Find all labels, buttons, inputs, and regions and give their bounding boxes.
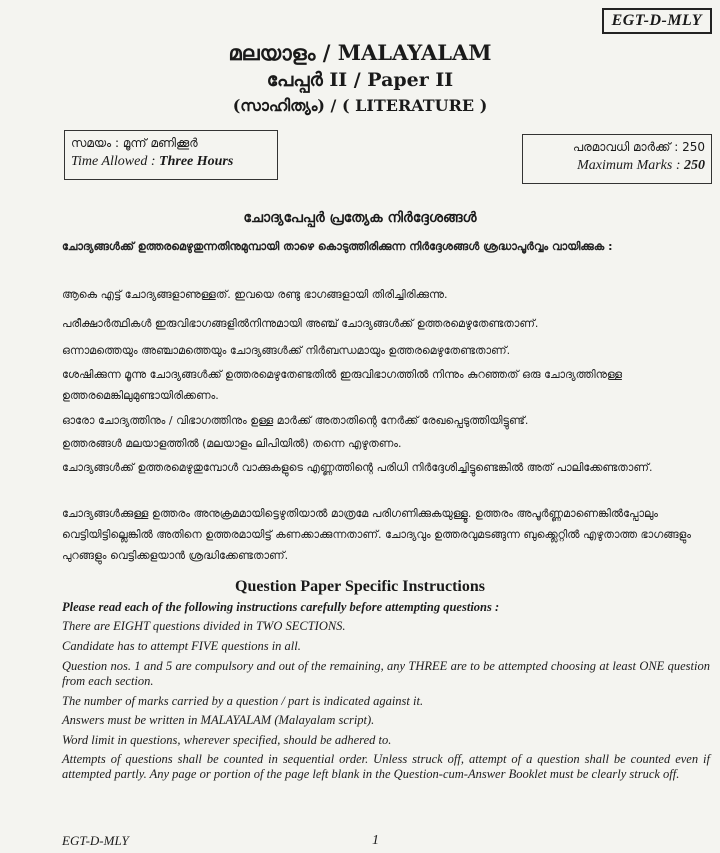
page-number: 1 <box>372 833 379 848</box>
en-instructions-heading: Question Paper Specific Instructions <box>235 578 485 595</box>
en-instruction-item: There are EIGHT questions divided in TWO SECTIONS. <box>62 619 346 633</box>
page-title: മലയാളം / MALAYALAM <box>228 40 492 65</box>
en-instruction-item: Candidate has to attempt FIVE questions in all. <box>62 639 301 653</box>
ml-instructions-intro: ചോദ്യങ്ങൾക്ക് ഉത്തരമെഴുതുന്നതിനുമുമ്പായി താഴെ കൊടുത്തിരിക്കുന്ന നിർദ്ദേശങ്ങൾ ശ്രദ്ധാപൂർവ്വം വായിക്കുക : <box>62 240 613 253</box>
max-marks-value: 250 <box>684 158 705 173</box>
max-marks-label: Maximum Marks : <box>577 158 684 173</box>
time-allowed-label: Time Allowed : <box>71 154 160 169</box>
time-allowed-ml: സമയം : മൂന്ന് മണിക്കൂർ <box>71 136 198 150</box>
subject-title: (സാഹിത്യം) / ( LITERATURE ) <box>232 96 488 115</box>
ml-instruction-item: ആകെ എട്ട് ചോദ്യങ്ങളാണുള്ളത്. ഇവയെ രണ്ടു ഭാഗങ്ങളായി തിരിച്ചിരിക്കുന്നു. <box>62 288 448 301</box>
en-instruction-item: Question nos. 1 and 5 are compulsory and out of the remaining, any THREE are to be attempted choosing at least ONE question from each section. <box>62 659 710 688</box>
footer-paper-code: EGT-D-MLY <box>62 833 129 848</box>
time-allowed-box <box>64 130 278 180</box>
en-instructions-intro: Please read each of the following instructions carefully before attempting questions : <box>62 600 500 614</box>
ml-instruction-item: ശേഷിക്കുന്ന മൂന്നു ചോദ്യങ്ങൾക്ക് ഉത്തരമെഴുതേണ്ടതിൽ ഇരുവിഭാഗത്തിൽ നിന്നും കുറഞ്ഞത് ഒരു ചോദ്യത്തിനുള്ള ഉത്തരമെങ്കിലുമുണ്ടായിരിക്കണം. <box>62 368 623 402</box>
time-allowed-value: Three Hours <box>159 154 234 169</box>
ml-instruction-item: ഉത്തരങ്ങൾ മലയാളത്തിൽ (മലയാളം ലിപിയിൽ) തന്നെ എഴുതണം. <box>62 437 402 450</box>
max-marks-box <box>522 134 712 184</box>
max-marks-en <box>523 155 711 174</box>
en-instruction-item: The number of marks carried by a question / part is indicated against it. <box>62 694 424 708</box>
ml-instructions-heading: ചോദ്യപേപ്പർ പ്രത്യേക നിർദ്ദേശങ്ങൾ <box>243 210 477 226</box>
ml-instruction-item: പരീക്ഷാർത്ഥികൾ ഇരുവിഭാഗങ്ങളിൽനിന്നുമായി അഞ്ച് ചോദ്യങ്ങൾക്ക് ഉത്തരമെഴുതേണ്ടതാണ്. <box>62 317 539 330</box>
time-allowed-en <box>65 151 277 170</box>
max-marks-ml: പരമാവധി മാർക്ക് : 250 <box>572 140 705 154</box>
ml-instruction-item: ഒന്നാമത്തെയും അഞ്ചാമത്തെയും ചോദ്യങ്ങൾക്ക് നിർബന്ധമായും ഉത്തരമെഴുതേണ്ടതാണ്. <box>62 344 511 357</box>
en-instruction-item: Word limit in questions, wherever specified, should be adhered to. <box>62 733 392 747</box>
en-instruction-item: Answers must be written in MALAYALAM (Malayalam script). <box>62 713 375 727</box>
ml-instruction-item: ഓരോ ചോദ്യത്തിനും / വിഭാഗത്തിനും ഉള്ള മാർക്ക് അതാതിന്റെ നേർക്ക് രേഖപ്പെടുത്തിയിട്ടുണ്ട്. <box>62 414 529 427</box>
ml-instruction-item: ചോദ്യങ്ങൾക്ക് ഉത്തരമെഴുതുമ്പോൾ വാക്കുകളുടെ എണ്ണത്തിന്റെ പരിധി നിർദ്ദേശിച്ചിട്ടുണ്ടെങ്കിൽ അത് പാലിക്കേണ്ടതാണ്. <box>62 461 653 474</box>
ml-instruction-item: ചോദ്യങ്ങൾക്കുള്ള ഉത്തരം അനുക്രമമായിട്ടെഴുതിയാൽ മാത്രമേ പരിഗണിക്കുകയുള്ളൂ. ഉത്തരം അപൂർണ്ണമാണെങ്കിൽപ്പോലും വെട്ടിയിട്ടില്ലെങ്കിൽ അതിനെ ഉത്തരമായിട്ട് കണക്കാക്കുന്നതാണ്. ചോദ്യവും ഉത്തരവുമടങ്ങുന്ന ബുക്ക്ലെറ്റിൽ എഴുതാത്ത ഭാഗങ്ങളും പുറങ്ങളും വെട്ടിക്കളയാൻ ശ്രദ്ധിക്കേണ്ടതാണ്. <box>62 507 692 562</box>
en-instruction-item: Attempts of questions shall be counted in sequential order. Unless struck off, attempt of a question shall be counted even if attempted partly. Any page or portion of the page left blank in the Question-cum-Answer Booklet must be clearly struck off. <box>62 752 710 781</box>
paper-code-box: EGT-D-MLY <box>602 8 712 34</box>
paper-number: പേപ്പർ II / Paper II <box>266 69 454 91</box>
